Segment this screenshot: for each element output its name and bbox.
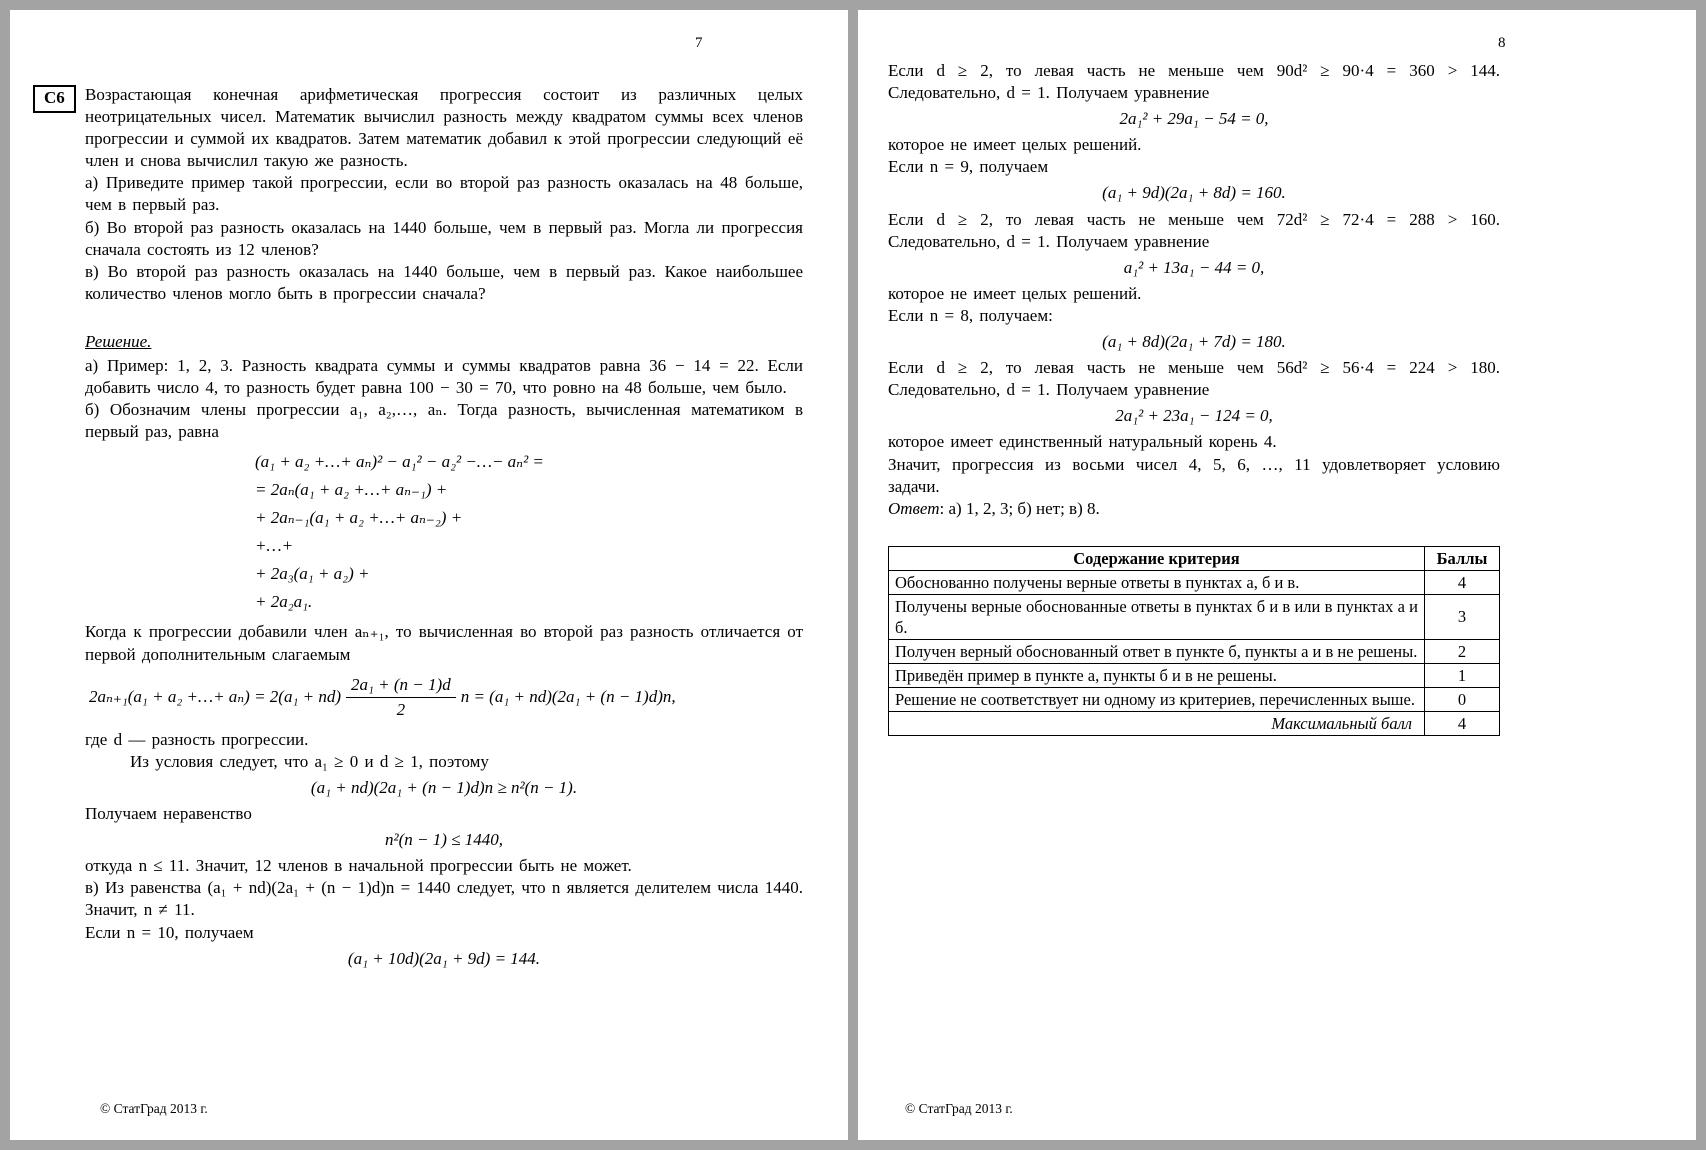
page-number: 8 [1498, 35, 1506, 51]
table-row [889, 639, 1500, 663]
table-row-max-score [889, 711, 1500, 735]
if-n8-text: Если n = 8, получаем: [888, 305, 1053, 325]
criteria-score: 1 [1425, 663, 1500, 687]
formula-expansion-block [255, 448, 803, 616]
formula-added-term [89, 674, 803, 721]
problem-item-b: б) Во второй раз разность оказалась на 1440 больше, чем в первый раз. Могла ли прогрессия сначала состоять из 12 членов? [85, 217, 803, 259]
formula-n9: (a₁ + 9d)(2a₁ + 8d) = 160. [1102, 183, 1286, 203]
answer-label: Ответ [888, 498, 940, 518]
formula-n8: (a₁ + 8d)(2a₁ + 7d) = 180. [1102, 332, 1286, 352]
formula-expansion-line: +…+ [255, 536, 294, 556]
criteria-table-header-row [889, 546, 1500, 570]
max-score-label: Максимальный балл [889, 711, 1425, 735]
copyright-footer: © СтатГрад 2013 г. [100, 1101, 208, 1117]
case-n9-d2-text: Если d ≥ 2, то левая часть не меньше чем 72d² ≥ 72·4 = 288 > 160. Следовательно, d = 1. Получаем уравнение [888, 209, 1500, 251]
formula-added-term-left: 2aₙ₊₁(a₁ + a₂ +…+ aₙ) = 2(a₁ + nd) [89, 687, 342, 707]
fraction [346, 674, 456, 721]
formula-expansion-line: + 2aₙ₋₁(a₁ + a₂ +…+ aₙ₋₂) + [255, 508, 463, 528]
formula-n10: (a₁ + 10d)(2a₁ + 9d) = 144. [347, 948, 541, 968]
criteria-text: Решение не соответствует ни одному из критериев, перечисленных выше. [889, 687, 1425, 711]
case-n8-d2-text: Если d ≥ 2, то левая часть не меньше чем 56d² ≥ 56·4 = 224 > 180. Следовательно, d = 1. Получаем уравнение [888, 358, 1500, 400]
criteria-text: Обоснованно получены верные ответы в пунктах а, б и в. [889, 570, 1425, 594]
formula-quadratic-n8: 2a₁² + 23a₁ − 124 = 0, [1115, 406, 1273, 426]
criteria-text: Получен верный обоснованный ответ в пункте б, пункты а и в не решены. [889, 639, 1425, 663]
answer-value: : а) 1, 2, 3; б) нет; в) 8. [939, 498, 1100, 518]
table-row [889, 687, 1500, 711]
natural-root-text: которое имеет единственный натуральный корень 4. [888, 432, 1277, 452]
solution-part-v: в) Из равенства (a₁ + nd)(2a₁ + (n − 1)d)n = 1440 следует, что n является делителем числа 1440. Значит, n ≠ 11. [85, 878, 803, 920]
formula-main-inequality: (a₁ + nd)(2a₁ + (n − 1)d)n ≥ n²(n − 1). [310, 777, 578, 797]
no-integer-roots-text-2: которое не имеет целых решений. [888, 283, 1142, 303]
solution-heading-label: Решение. [85, 331, 152, 351]
where-d-text: где d — разность прогрессии. [85, 729, 309, 749]
from-condition-text: Из условия следует, что a₁ ≥ 0 и d ≥ 1, поэтому [130, 751, 489, 771]
fraction-denominator: 2 [396, 699, 406, 719]
problem-statement [44, 84, 803, 305]
criteria-score: 3 [1425, 594, 1500, 639]
formula-added-term-right: n = (a₁ + nd)(2a₁ + (n − 1)d)n, [460, 687, 676, 707]
page-8-content [888, 60, 1500, 736]
formula-quadratic-n10: 2a₁² + 29a₁ − 54 = 0, [1119, 109, 1269, 129]
page-number: 7 [695, 35, 703, 51]
problem-item-a: а) Приведите пример такой прогрессии, если во второй раз разность оказалась на 48 больше, чем в первый раз. [85, 173, 803, 215]
answer-line [888, 498, 1500, 520]
criteria-text: Приведён пример в пункте а, пункты б и в не решены. [889, 663, 1425, 687]
problem-label-c6: С6 [33, 85, 76, 113]
table-header-criteria: Содержание критерия [889, 546, 1425, 570]
solution-part-a: а) Пример: 1, 2, 3. Разность квадрата суммы и суммы квадратов равна 36 − 14 = 22. Если добавить число 4, то разность будет равна 100 − 30 = 70, что ровно на 48 больше, чем было. [85, 356, 803, 398]
solution-added-member-text: Когда к прогрессии добавили член aₙ₊₁, то вычисленная во второй раз разность отличается от первой дополнительным слагаемым [85, 622, 803, 664]
get-inequality-text: Получаем неравенство [85, 804, 252, 824]
table-header-score: Баллы [1425, 546, 1500, 570]
problem-item-v: в) Во второй раз разность оказалась на 1440 больше, чем в первый раз. Какое наибольшее количество членов могло быть в прогрессии сначала? [85, 261, 803, 303]
max-score-value: 4 [1425, 711, 1500, 735]
if-n10-text: Если n = 10, получаем [85, 922, 254, 942]
formula-expansion-line: + 2a₂a₁. [255, 592, 313, 612]
case-n10-d2-text: Если d ≥ 2, то левая часть не меньше чем 90d² ≥ 90·4 = 360 > 144. Следовательно, d = 1. Получаем уравнение [888, 61, 1500, 103]
copyright-footer: © СтатГрад 2013 г. [905, 1101, 1013, 1117]
criteria-text: Получены верные обоснованные ответы в пунктах б и в или в пунктах а и б. [889, 594, 1425, 639]
solution-heading [85, 331, 803, 353]
formula-expansion-line: = 2aₙ(a₁ + a₂ +…+ aₙ₋₁) + [255, 480, 448, 500]
page-7-content [44, 84, 803, 974]
formula-n-inequality: n²(n − 1) ≤ 1440, [385, 830, 503, 850]
conclusion-b-text: откуда n ≤ 11. Значит, 12 членов в начальной прогрессии быть не может. [85, 856, 632, 876]
problem-intro: Возрастающая конечная арифметическая прогрессия состоит из различных целых неотрицательных чисел. Математик вычислил разность между квадратом суммы всех членов прогрессии и суммой их квадратов. Затем математик добавил к этой прогрессии следующий её член и снова вычислил такую же разность. [85, 85, 803, 171]
page-8 [858, 10, 1696, 1140]
criteria-score: 4 [1425, 570, 1500, 594]
no-integer-roots-text-1: которое не имеет целых решений. [888, 135, 1142, 155]
table-row [889, 594, 1500, 639]
fraction-numerator: 2a₁ + (n − 1)d [346, 674, 456, 698]
table-row [889, 570, 1500, 594]
page-7 [10, 10, 848, 1140]
final-progression-text: Значит, прогрессия из восьми чисел 4, 5, 6, …, 11 удовлетворяет условию задачи. [888, 454, 1500, 496]
criteria-table [888, 546, 1500, 736]
formula-expansion-line: + 2a₃(a₁ + a₂) + [255, 564, 370, 584]
if-n9-text: Если n = 9, получаем [888, 157, 1049, 177]
table-row [889, 663, 1500, 687]
solution-section [85, 331, 803, 970]
criteria-score: 0 [1425, 687, 1500, 711]
solution-part-b-intro: б) Обозначим члены прогрессии a₁, a₂,…, aₙ. Тогда разность, вычисленная математиком в первый раз, равна [85, 400, 803, 442]
formula-expansion-line: (a₁ + a₂ +…+ aₙ)² − a₁² − a₂² −…− aₙ² = [255, 452, 544, 472]
formula-quadratic-n9: a₁² + 13a₁ − 44 = 0, [1123, 257, 1265, 277]
criteria-score: 2 [1425, 639, 1500, 663]
